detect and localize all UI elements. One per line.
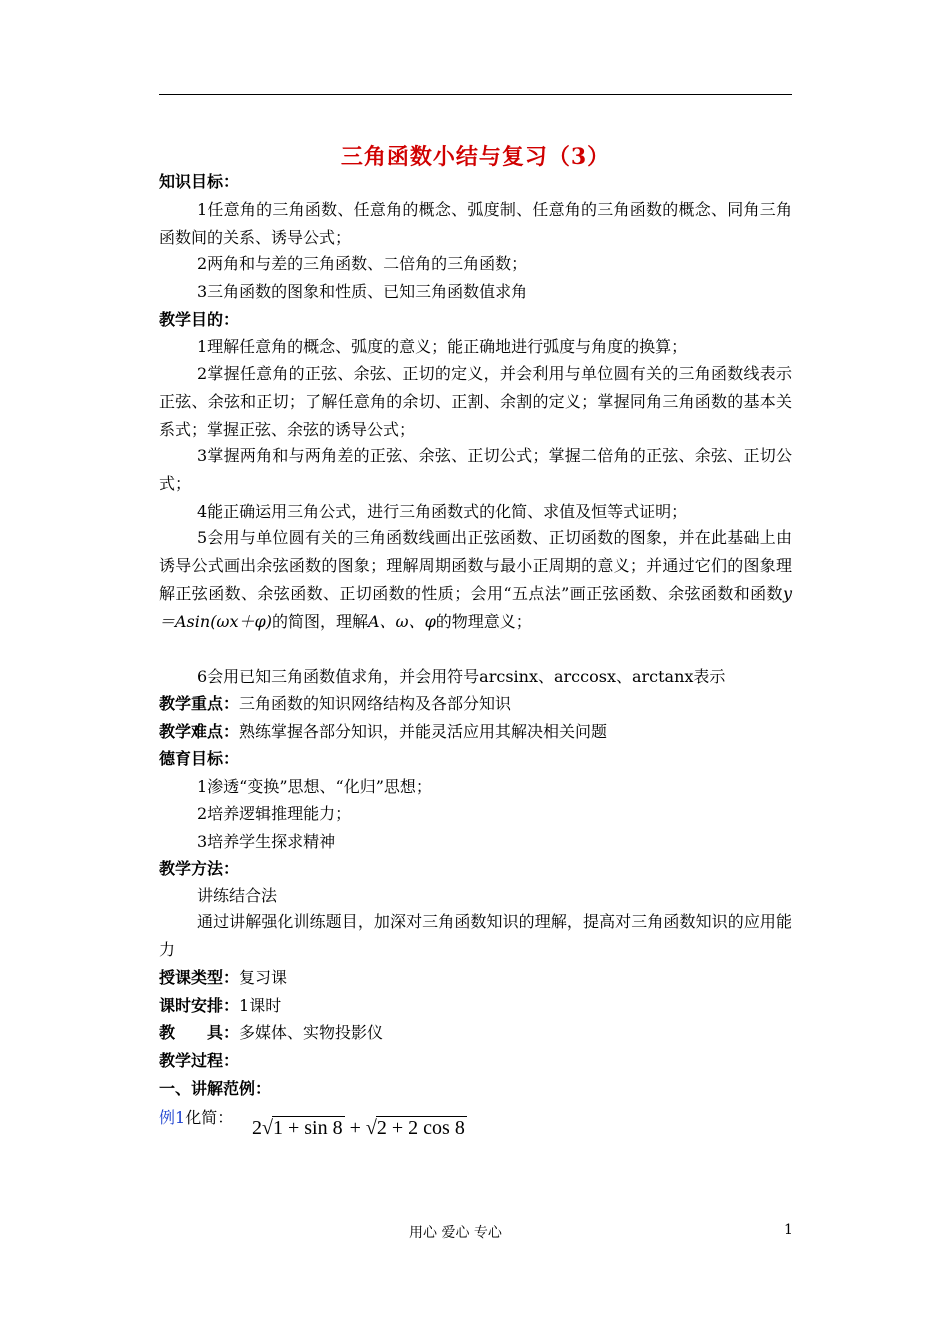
knowledge-item-3: 3三角函数的图象和性质、已知三角函数值求角	[197, 282, 528, 301]
radical-sign-icon: √	[262, 1117, 273, 1139]
goal-5-text-b: 的简图，理解	[271, 612, 368, 631]
difficulty-heading: 教学难点：	[159, 722, 240, 741]
knowledge-heading: 知识目标：	[159, 172, 240, 191]
method-item-1: 讲练结合法	[197, 886, 278, 905]
header-rule	[159, 94, 792, 95]
radical-sign-icon: √	[365, 1117, 377, 1139]
difficulty-text: 熟练掌握各部分知识，并能灵活应用其解决相关问题	[239, 722, 608, 741]
tools-row	[159, 1023, 383, 1043]
knowledge-item-2: 2两角和与差的三角函数、二倍角的三角函数；	[197, 254, 528, 273]
schedule-row	[159, 996, 281, 1016]
lesson-type-text: 复习课	[239, 968, 288, 987]
formula-plus: +	[349, 1117, 361, 1139]
tools-text: 多媒体、实物投影仪	[239, 1023, 384, 1042]
lesson-type-heading: 授课类型：	[159, 968, 240, 987]
example-text: 化简：	[185, 1108, 234, 1127]
method-item-2: 通过讲解强化训练题目，加深对三角函数知识的理解，提高对三角函数知识的应用能力	[159, 912, 792, 959]
knowledge-item-1: 1任意角的三角函数、任意角的概念、弧度制、任意角的三角函数的概念、同角三角函数间的关系、诱导公式；	[159, 200, 792, 247]
lesson-type-row	[159, 968, 287, 988]
formula-radicand-2: 2 + 2 cos 8	[376, 1117, 465, 1139]
formula-coef: 2	[252, 1117, 262, 1139]
goal-item-2: 2掌握任意角的正弦、余弦、正切的定义，并会利用与单位圆有关的三角函数线表示正弦、余弦和正切；了解任意角的余切、正割、余割的定义；掌握同角三角函数的基本关系式；掌握正弦、余弦的诱导公式；	[159, 364, 792, 439]
formula-radicand-1: 1 + sin 8	[272, 1117, 343, 1139]
example-label: 例1	[159, 1108, 186, 1127]
key-point-heading: 教学重点：	[159, 694, 240, 713]
goal-5-formula: y＝Asin(ωx＋φ)	[159, 584, 792, 631]
goal-item-4: 4能正确运用三角公式，进行三角函数式的化简、求值及恒等式证明；	[197, 502, 688, 521]
goal-5-vars: A、ω、φ	[367, 612, 436, 631]
example-1-formula	[252, 1116, 467, 1140]
process-heading: 教学过程：	[159, 1051, 240, 1070]
goal-item-6: 6会用已知三角函数值求角，并会用符号arcsinx、arccosx、arctanx表示	[197, 667, 726, 686]
goal-item-1: 1理解任意角的概念、弧度的意义；能正确地进行弧度与角度的换算；	[197, 337, 688, 356]
goal-item-3: 3掌握两角和与两角差的正弦、余弦、正切公式；掌握二倍角的正弦、余弦、正切公式；	[159, 446, 792, 493]
page-title: 三角函数小结与复习（3）	[340, 144, 611, 170]
moral-item-1: 1渗透“变换”思想、“化归”思想；	[197, 777, 432, 796]
difficulty-row	[159, 722, 607, 742]
goal-5-text-a: 5会用与单位圆有关的三角函数线画出正弦函数、正切函数的图象，并在此基础上由诱导公式画出余弦函数的图象；理解周期函数与最小正周期的意义；并通过它们的图象理解正弦函数、余弦函数、正切函数的性质；会用“五点法”画正弦函数、余弦函数和函数	[159, 528, 792, 603]
method-heading: 教学方法：	[159, 859, 240, 878]
moral-item-3: 3培养学生探求精神	[197, 832, 336, 851]
page-number: 1	[784, 1222, 793, 1238]
page-footer: 用心 爱心 专心	[409, 1225, 502, 1241]
goal-item-5	[159, 524, 792, 636]
section-1-heading: 一、讲解范例：	[159, 1079, 272, 1098]
schedule-text: 1课时	[239, 996, 282, 1015]
moral-item-2: 2培养逻辑推理能力；	[197, 804, 352, 823]
example-1	[159, 1108, 233, 1128]
goal-5-text-c: 的物理意义；	[435, 612, 532, 631]
schedule-heading: 课时安排：	[159, 996, 240, 1015]
teaching-goal-heading: 教学目的：	[159, 310, 240, 329]
tools-heading: 教 具：	[159, 1023, 240, 1042]
key-point-row	[159, 694, 511, 714]
key-point-text: 三角函数的知识网络结构及各部分知识	[239, 694, 512, 713]
moral-heading: 德育目标：	[159, 749, 240, 768]
